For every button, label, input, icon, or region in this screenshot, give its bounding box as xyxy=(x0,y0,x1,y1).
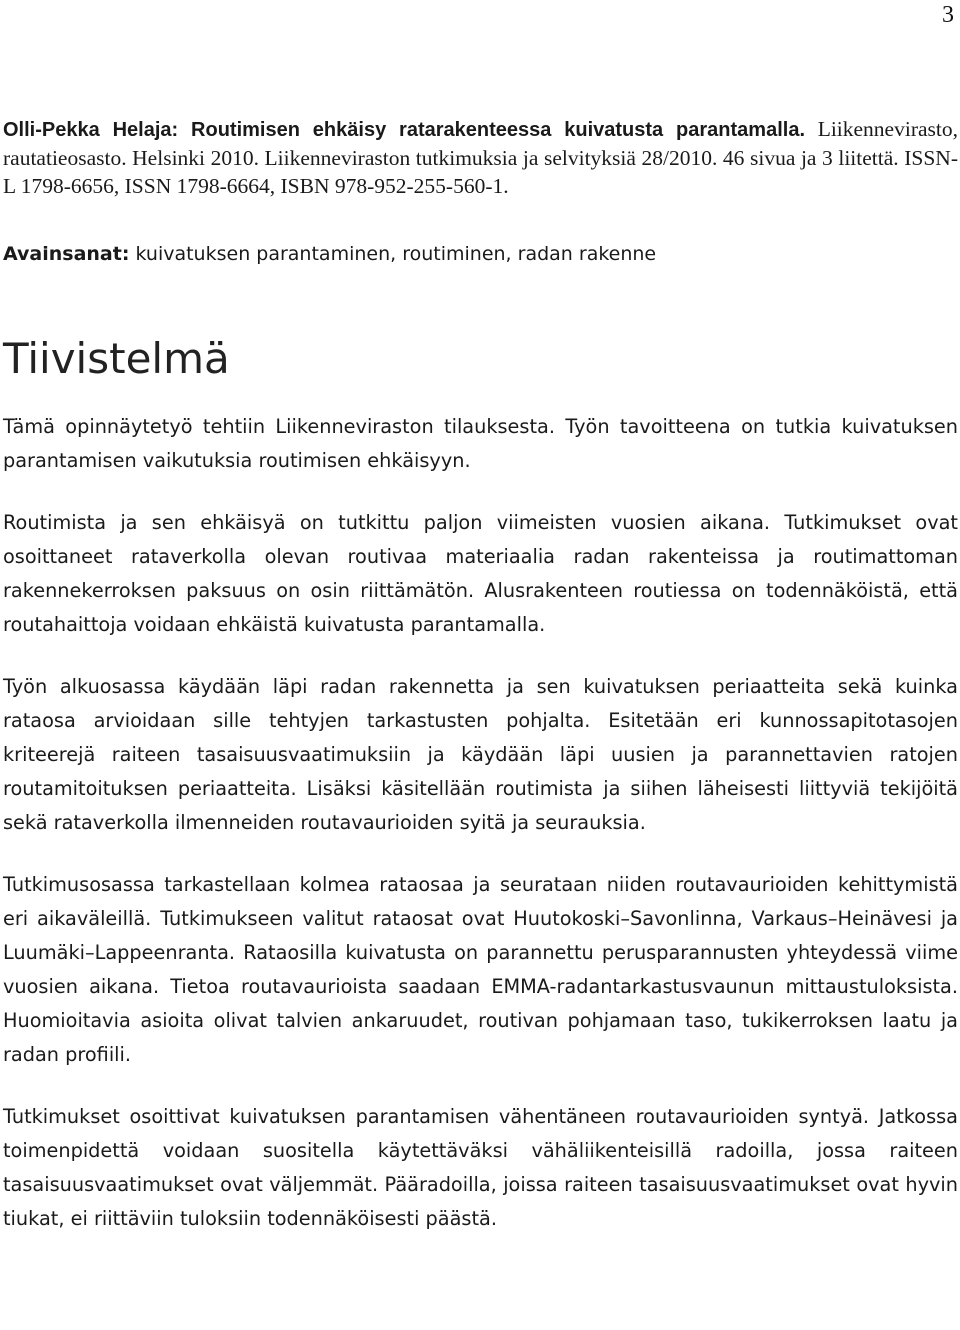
page-title: Tiivistelmä xyxy=(3,334,230,384)
bibliographic-citation xyxy=(3,115,958,200)
citation-author-title: Olli-Pekka Helaja: Routimisen ehkäisy ratarakenteessa kuivatusta parantamalla. xyxy=(3,119,805,141)
paragraph: Tutkimukset osoittivat kuivatuksen parantamisen vähentäneen routavaurioiden syntyä. Jatkossa toimenpidettä voidaan suositella käytettäväksi vähäliikenteisillä radoilla, jossa raiteen tasaisuusvaatimukset ovat väljemmät. Pääradoilla, joissa raiteen tasaisuusvaatimukset ovat hyvin tiukat, ei riittäviin tuloksiin todennäköisesti päästä. xyxy=(3,1105,958,1230)
paragraph: Tutkimusosassa tarkastellaan kolmea rataosaa ja seurataan niiden routavaurioiden kehittymistä eri aikaväleillä. Tutkimukseen valitut rataosat ovat Huutokoski–Savonlinna, Varkaus–Heinävesi ja Luumäki–Lappeenranta. Rataosilla kuivatusta on parannettu perusparannusten yhteydessä viime vuosien aikana. Tietoa routavaurioista saadaan EMMA-radantarkastusvaunun mittaustuloksista. Huomioitavia asioita olivat talvien ankaruudet, routivan pohjamaan taso, tukikerroksen laatu ja radan profiili. xyxy=(3,873,958,1066)
keywords-text: kuivatuksen parantaminen, routiminen, radan rakenne xyxy=(135,243,657,265)
paragraph: Tämä opinnäytetyö tehtiin Liikenneviraston tilauksesta. Työn tavoitteena on tutkia kuivatuksen parantamisen vaikutuksia routimisen ehkäisyyn. xyxy=(3,415,958,472)
citation-details: Liikennevirasto, rautatieosasto. Helsinki 2010. Liikenneviraston tutkimuksia ja selvityksiä 28/2010. 46 sivua ja 3 liitettä. ISSN-L 1798-6656, ISSN 1798-6664, ISBN 978-952-255-560-1. xyxy=(3,117,958,198)
paragraph: Työn alkuosassa käydään läpi radan rakennetta ja sen kuivatuksen periaatteita sekä kuinka rataosa arvioidaan sille tehtyjen tarkastusten pohjalta. Esitetään eri kunnossapitotasojen kriteerejä raiteen tasaisuusvaatimuksiin ja käydään läpi uusien ja parannettavien ratojen routamitoituksen periaatteita. Lisäksi käsitellään routimista ja siihen läheisesti liittyviä tekijöitä sekä rataverkolla ilmenneiden routavaurioiden syitä ja seurauksia. xyxy=(3,675,958,834)
abstract-body xyxy=(3,410,958,1264)
paragraph: Routimista ja sen ehkäisyä on tutkittu paljon viimeisten vuosien aikana. Tutkimukset ovat osoittaneet rataverkolla olevan routivaa materiaalia radan rakenteissa ja routimattoman rakennekerroksen paksuus on osin riittämätön. Alusrakenteen routiessa on todennäköistä, että routahaittoja voidaan ehkäistä kuivatusta parantamalla. xyxy=(3,511,958,636)
keywords-label: Avainsanat: xyxy=(3,243,130,265)
keywords xyxy=(3,240,958,268)
page-number: 3 xyxy=(942,2,954,28)
